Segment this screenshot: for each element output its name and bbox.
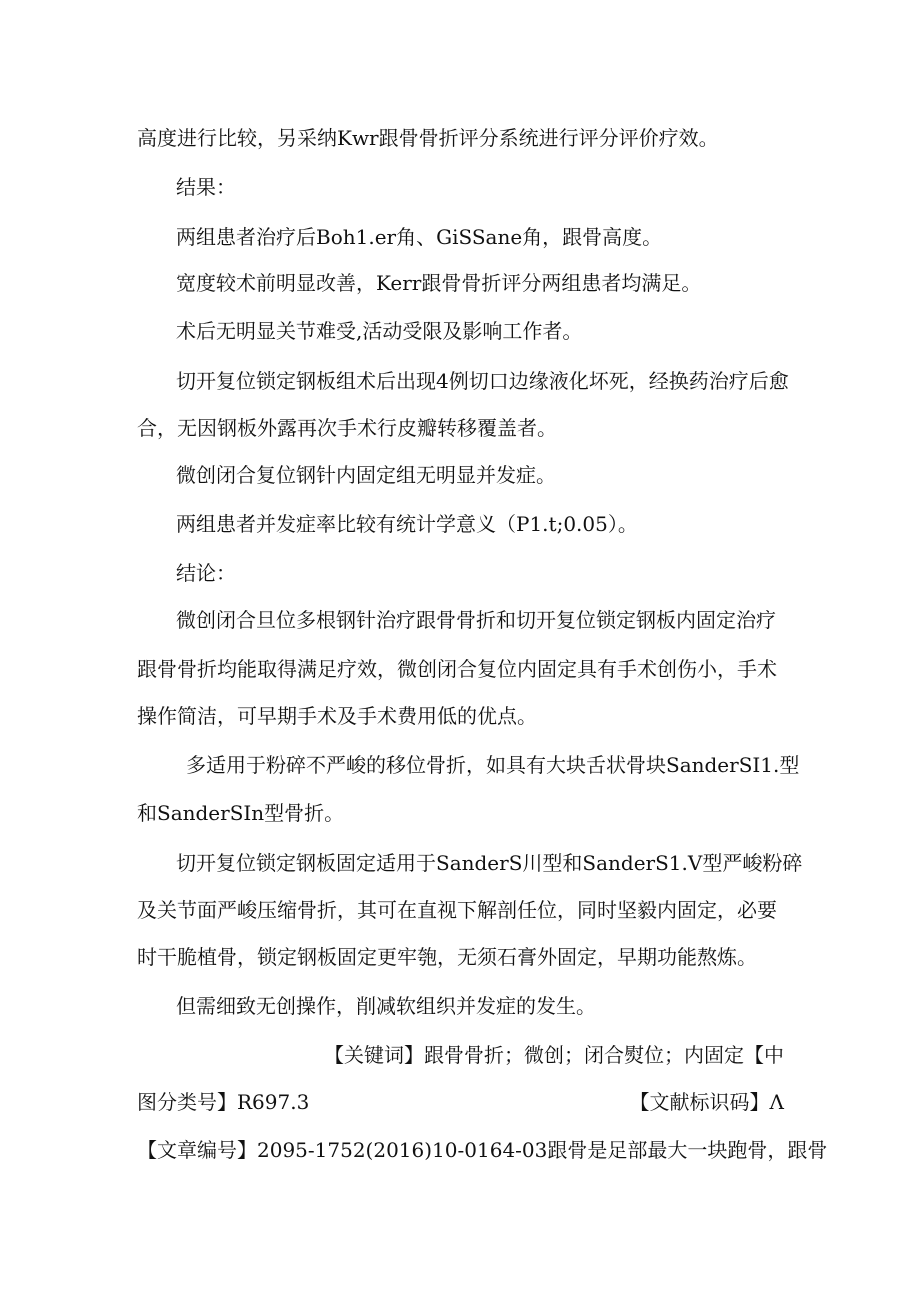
text-line: 时干脆植骨，锁定钢板固定更牢匏，无须石膏外固定，早期功能熬炼。 xyxy=(137,945,757,969)
text-line: 但需细致无创操作，削减软组织并发症的发生。 xyxy=(176,994,596,1018)
text-line: 术后无明显关节难受,活动受限及影响工作者。 xyxy=(176,319,583,343)
text-line: 切开复位锁定钢板组术后出现4例切口边缘液化坏死，经换药治疗后愈 xyxy=(176,369,789,393)
keywords-text: 【关键词】跟骨骨折；微创；闭合熨位；内固定【中 xyxy=(324,1043,784,1067)
text-line: 微创闭合复位钢针内固定组无明显并发症。 xyxy=(176,463,556,487)
classification-line xyxy=(137,1090,784,1114)
text-line: 和SanderSIn型骨折。 xyxy=(137,801,345,825)
document-code: 【文献标识码】Λ xyxy=(629,1090,784,1114)
text-line: 跟骨骨折均能取得满足疗效，微创闭合复位内固定具有手术创伤小，手术 xyxy=(137,657,777,681)
text-line: 微创闭合旦位多根钢针治疗跟骨骨折和切开复位锁定钢板内固定治疗 xyxy=(176,608,776,632)
text-line: 切开复位锁定钢板固定适用于SanderS川型和SanderS1.V型严峻粉碎 xyxy=(176,851,803,875)
text-line: 高度进行比较，另采纳Kwr跟骨骨折评分系统进行评分评价疗效。 xyxy=(137,126,719,150)
section-heading-results: 结果： xyxy=(176,175,236,199)
text-line: 两组患者并发症率比较有统计学意义（P1.t;0.05）。 xyxy=(176,512,638,536)
keywords-line xyxy=(137,1043,784,1067)
section-heading-conclusion: 结论： xyxy=(176,561,236,585)
text-line: 两组患者治疗后Boh1.er角、GiSSane角，跟骨高度。 xyxy=(176,225,663,249)
text-line: 多适用于粉碎不严峻的移位骨折，如具有大块舌状骨块SanderSI1.型 xyxy=(186,753,800,777)
text-line: 及关节面严峻压缩骨折，其可在直视下解剖任位，同时坚毅内固定，必要 xyxy=(137,898,777,922)
classification-number: 图分类号】R697.3 xyxy=(137,1090,310,1114)
text-line: 宽度较术前明显改善，Kerr跟骨骨折评分两组患者均满足。 xyxy=(176,271,702,295)
article-number-line: 【文章编号】2095-1752(2016)10-0164-03跟骨是足部最大一块跑骨，跟骨 xyxy=(137,1138,828,1162)
text-line: 合，无因钢板外露再次手术行皮瓣转移覆盖者。 xyxy=(137,416,557,440)
text-line: 操作简洁，可早期手术及手术费用低的优点。 xyxy=(137,704,537,728)
